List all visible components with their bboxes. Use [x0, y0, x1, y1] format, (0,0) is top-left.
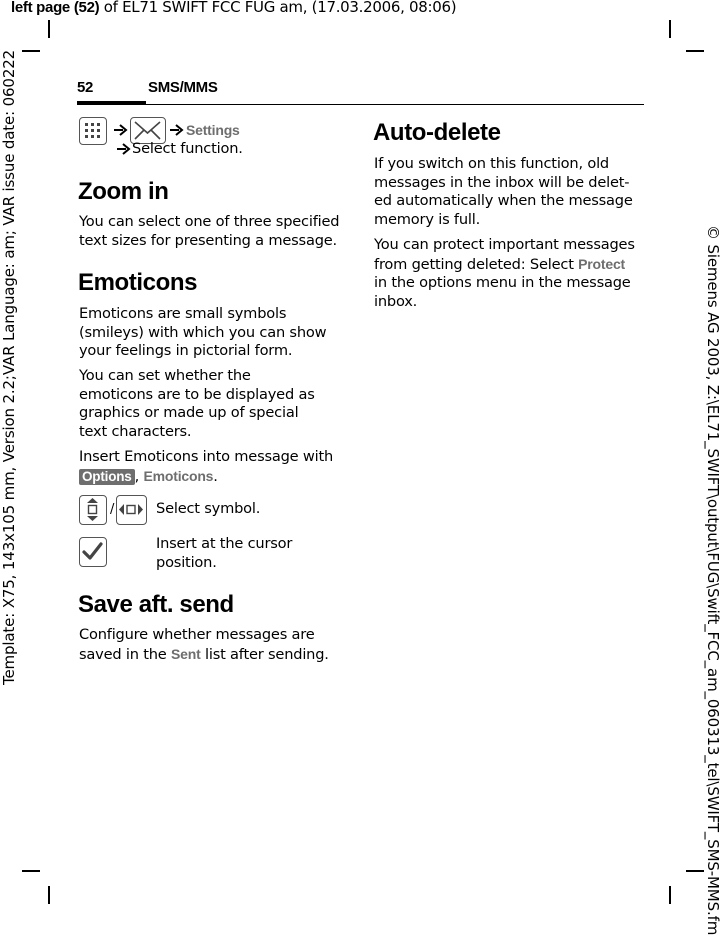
emoticons-intro: [79, 305, 326, 361]
auto-delete-protect: [374, 236, 635, 312]
crop-mark: [669, 20, 671, 38]
insert-line: position.: [156, 553, 217, 571]
auto-delete-intro: [374, 155, 633, 230]
section-title: SMS/MMS: [148, 79, 218, 96]
auto-delete-text: from getting deleted: Select: [374, 255, 579, 273]
crop-mark: [48, 886, 50, 904]
auto-delete-line: in the options menu in the message: [374, 274, 631, 292]
emoticons-display: [79, 367, 315, 442]
save-aft-send-heading: Save aft. send: [78, 591, 234, 618]
separator: ,: [134, 467, 144, 485]
auto-delete-line: [374, 255, 635, 275]
file-header: [11, 0, 456, 16]
template-info: Template: X75, 143x105 mm, Version 2.2;VAR Language: am; VAR issue date: 060222: [0, 49, 18, 685]
save-aft-send-text: [79, 626, 329, 664]
nav-updown-icon: [79, 495, 107, 525]
protect-menu-label: Protect: [578, 255, 625, 272]
settings-menu-label: Settings: [186, 122, 240, 138]
arrow-right-icon: [114, 124, 128, 136]
auto-delete-line: You can protect important messages: [374, 236, 635, 253]
crop-mark: [48, 20, 50, 38]
copyright-path: © Siemens AG 2003, Z:\EL71_SWIFT\output\FUG\Swift_FCC_am_060313_tel\SWIFT_SMS-MMS.fm: [704, 225, 722, 935]
emoticons-line: (smileys) with which you can show: [79, 323, 327, 341]
arrow-right-icon: [170, 124, 184, 136]
crop-mark: [22, 50, 40, 52]
save-text: saved in the: [79, 645, 171, 663]
emoticons-line: Insert Emoticons into message with: [79, 448, 334, 465]
sent-menu-label: Sent: [171, 645, 201, 662]
emoticons-line: text characters.: [79, 423, 192, 441]
options-softkey: Options: [79, 469, 135, 485]
file-header-info: of EL71 SWIFT FCC FUG am, (17.03.2006, 08:06): [99, 0, 457, 16]
zoom-in-heading: Zoom in: [78, 178, 169, 205]
zoom-in-text: [79, 213, 339, 250]
emoticons-menu-label: Emoticons: [143, 467, 214, 484]
crop-mark: [686, 50, 704, 52]
zoom-in-line: You can select one of three specified: [79, 213, 340, 230]
save-line: Configure whether messages are: [79, 626, 315, 643]
crop-mark: [22, 870, 40, 872]
header-rule: [77, 104, 644, 105]
select-function-text: Select function.: [132, 140, 243, 157]
nav-leftright-icon: [116, 495, 147, 525]
emoticons-line: graphics or made up of special: [79, 404, 299, 422]
save-line: [79, 645, 329, 665]
select-symbol-text: Select symbol.: [156, 500, 261, 517]
auto-delete-line: inbox.: [374, 293, 418, 311]
insert-line: Insert at the cursor: [156, 535, 293, 552]
crop-mark: [669, 886, 671, 904]
auto-delete-heading: Auto-delete: [373, 119, 501, 146]
key-separator: /: [110, 502, 115, 517]
arrow-right-icon: [117, 143, 131, 155]
auto-delete-line: ed automatically when the message: [374, 192, 633, 210]
menu-grid-icon: [79, 117, 107, 145]
page-number: 52: [77, 79, 94, 96]
crop-mark: [686, 870, 704, 872]
file-header-page: left page (52): [11, 0, 100, 16]
emoticons-line: You can set whether the: [79, 367, 251, 384]
save-text: list after sending.: [200, 645, 329, 663]
auto-delete-line: messages in the inbox will be delet-: [374, 173, 630, 191]
emoticons-heading: Emoticons: [78, 269, 198, 296]
emoticons-line: Emoticons are small symbols: [79, 305, 287, 322]
emoticons-insert: [79, 448, 333, 486]
emoticons-insert-path: [79, 467, 333, 487]
auto-delete-line: memory is full.: [374, 211, 481, 229]
emoticons-line: your feelings in pictorial form.: [79, 342, 293, 360]
auto-delete-line: If you switch on this function, old: [374, 155, 609, 172]
emoticons-line: emoticons are to be displayed as: [79, 385, 315, 403]
zoom-in-line: text sizes for presenting a message.: [79, 231, 337, 249]
checkmark-icon: [79, 537, 107, 567]
separator: .: [213, 467, 218, 485]
insert-cursor-text: [156, 535, 292, 572]
